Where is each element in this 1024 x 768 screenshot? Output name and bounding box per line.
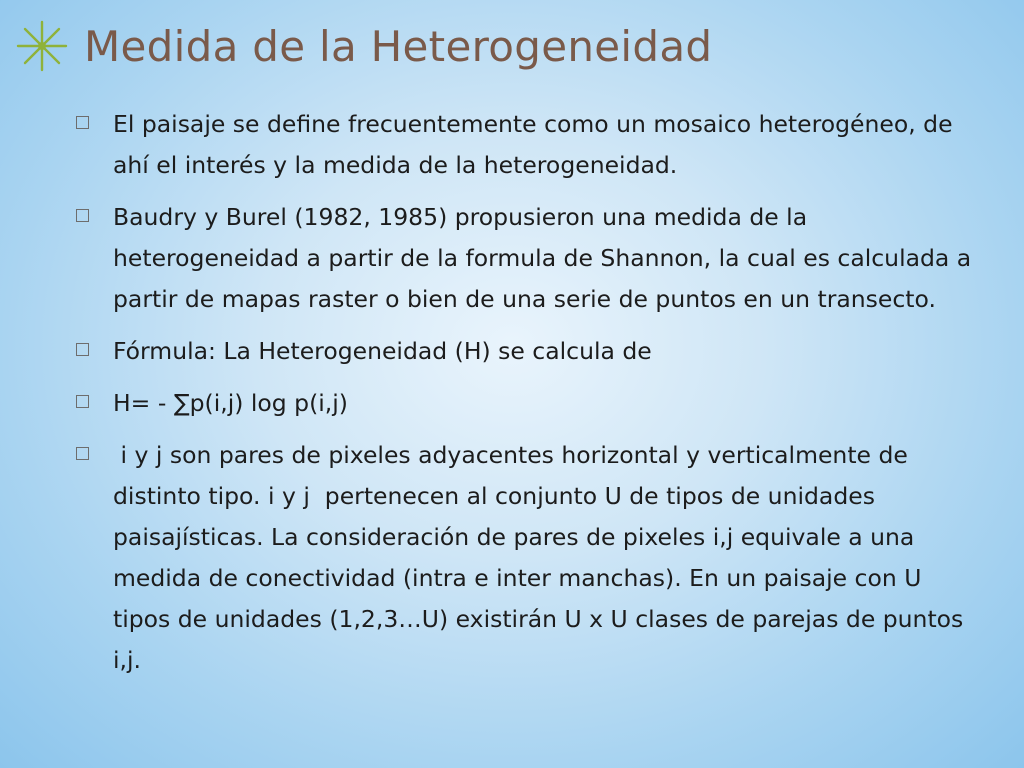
- bullet-item: [76, 383, 976, 424]
- bullet-item: [76, 435, 976, 681]
- bullet-list: [76, 104, 976, 692]
- square-bullet-icon: [76, 209, 89, 222]
- formula-text: H= - ∑p(i,j) log p(i,j): [113, 389, 348, 417]
- square-bullet-icon: [76, 395, 89, 408]
- bullet-item: [76, 331, 976, 372]
- bullet-item: [76, 104, 976, 186]
- bullet-text: i y j son pares de pixeles adyacentes horizontal y verticalmente de distinto tipo. i y j pertenecen al conjunto U de tipos de unidades paisajísticas. La consideración de pares de pixeles i,j equivale a una medida de conectividad (intra e inter manchas). En un paisaje con U tipos de unidades (1,2,3…U) existirán U x U clases de parejas de puntos i,j.: [113, 441, 971, 674]
- star-burst-icon: [14, 18, 70, 74]
- bullet-text: Baudry y Burel (1982, 1985) propusieron una medida de la heterogeneidad a partir de la formula de Shannon, la cual es calculada a partir de mapas raster o bien de una serie de puntos en un transecto.: [113, 203, 972, 313]
- square-bullet-icon: [76, 343, 89, 356]
- square-bullet-icon: [76, 447, 89, 460]
- slide-title: Medida de la Heterogeneidad: [84, 22, 713, 71]
- square-bullet-icon: [76, 116, 89, 129]
- bullet-item: [76, 197, 976, 320]
- bullet-text: Fórmula: La Heterogeneidad (H) se calcula de: [113, 337, 652, 365]
- bullet-text: El paisaje se define frecuentemente como un mosaico heterogéneo, de ahí el interés y la medida de la heterogeneidad.: [113, 110, 953, 179]
